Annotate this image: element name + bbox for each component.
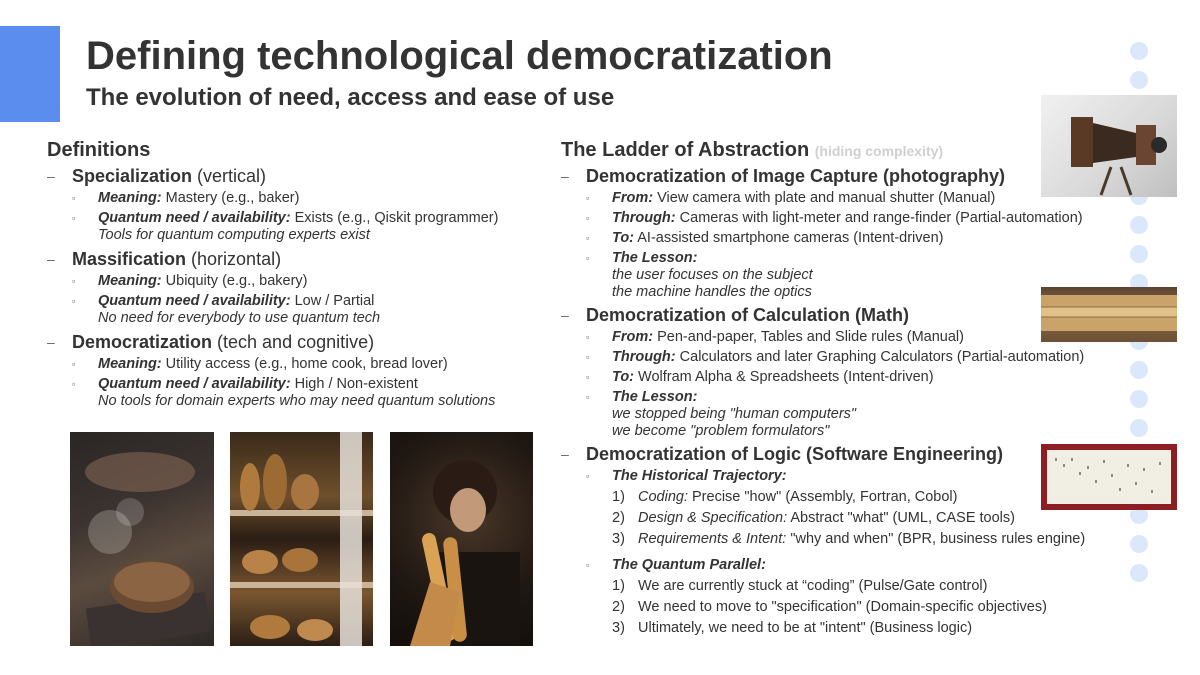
bakery-shelf-photo [230,432,373,646]
parallel-item-2: 2) We need to move to "specification" (Domain-specific objectives) [612,599,1047,615]
calc-lesson: ▫ The Lesson: we stopped being "human computers" we become "problem formulators" [586,389,857,439]
definition-democratization: – Democratization (tech and cognitive) [47,331,537,353]
definition-massification: – Massification (horizontal) [47,248,537,270]
slide-subtitle: The evolution of need, access and ease of use [86,84,615,111]
democratization-meaning: ▫ Meaning: Utility access (e.g., home cook, bread lover) [72,356,448,372]
trajectory-item-3: 3) Requirements & Intent: "why and when" (BPR, business rules engine) [612,531,1086,547]
trajectory-item-2: 2) Design & Specification: Abstract "what" (UML, CASE tools) [612,510,1015,526]
parallel-item-3: 3) Ultimately, we need to be at "intent" (Business logic) [612,620,973,636]
calc-from: ▫ From: Pen-and-paper, Tables and Slide rules (Manual) [586,329,964,345]
ladder-heading: The Ladder of Abstraction (hiding complexity) [561,139,944,161]
logic-parallel: ▫ The Quantum Parallel: [586,557,766,573]
bread-photos [70,432,533,646]
view-camera-photo [1041,95,1177,197]
logic-trajectory: ▫ The Historical Trajectory: [586,468,787,484]
calc-to: ▫ To: Wolfram Alpha & Spreadsheets (Intent-driven) [586,369,934,385]
dough-photo [70,432,214,646]
capture-lesson: ▫ The Lesson: the user focuses on the subject the machine handles the optics [586,250,813,300]
specialization-need: ▫ Quantum need / availability: Exists (e.g., Qiskit programmer) Tools for quantum computing experts exist [72,210,499,243]
massification-need: ▫ Quantum need / availability: Low / Partial No need for everybody to use quantum tech [72,293,381,326]
punch-card-photo [1041,444,1177,510]
definitions-heading: Definitions [47,139,151,161]
slide-title: Defining technological democratization [86,34,833,78]
ladder-column [561,137,1121,637]
parallel-item-1: 1) We are currently stuck at “coding” (Pulse/Gate control) [612,578,988,594]
calc-through: ▫ Through: Calculators and later Graphing Calculators (Partial-automation) [586,349,1085,365]
accent-block [0,26,60,122]
capture-title: – Democratization of Image Capture (photography) [561,165,1121,187]
capture-from: ▫ From: View camera with plate and manual shutter (Manual) [586,190,996,206]
trajectory-item-1: 1) Coding: Precise "how" (Assembly, Fortran, Cobol) [612,489,958,505]
capture-to: ▫ To: AI-assisted smartphone cameras (Intent-driven) [586,230,944,246]
slide-rule-photo [1041,287,1177,342]
ladder-heading-note: (hiding complexity) [814,143,944,159]
definition-specialization: – Specialization (vertical) [47,165,537,187]
logic-title: – Democratization of Logic (Software Engineering) [561,443,1121,465]
capture-through: ▫ Through: Cameras with light-meter and range-finder (Partial-automation) [586,210,1083,226]
baguette-person-photo [390,432,533,646]
calc-title: – Democratization of Calculation (Math) [561,304,1121,326]
democratization-need: ▫ Quantum need / availability: High / Non-existent No tools for domain experts who may need quantum solutions [72,376,496,409]
definitions-column [47,137,537,410]
specialization-meaning: ▫ Meaning: Mastery (e.g., baker) [72,190,300,206]
massification-meaning: ▫ Meaning: Ubiquity (e.g., bakery) [72,273,308,289]
